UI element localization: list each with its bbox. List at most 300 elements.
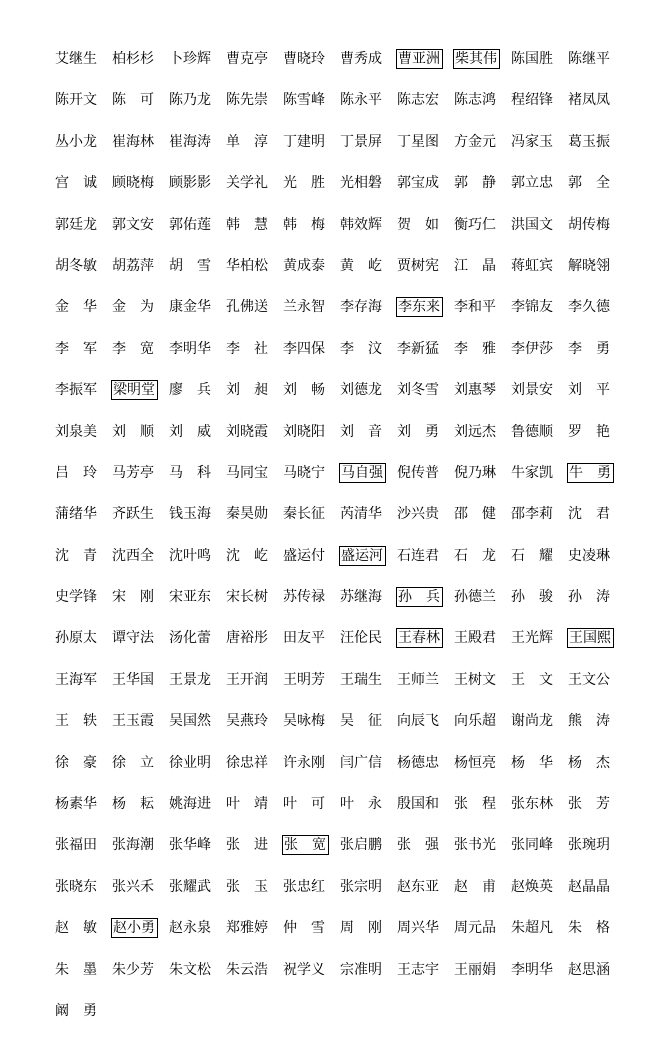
name: 王明芳 bbox=[283, 671, 325, 688]
name-cell bbox=[112, 503, 169, 544]
name: 陈 可 bbox=[112, 92, 154, 109]
name-cell bbox=[340, 586, 397, 627]
name-cell bbox=[454, 752, 511, 793]
name-cell bbox=[226, 752, 283, 793]
name-cell bbox=[511, 834, 568, 875]
name: 蒲绪华 bbox=[55, 506, 97, 523]
name-cell bbox=[169, 214, 226, 255]
name: 殷国和 bbox=[397, 796, 439, 813]
name: 张书光 bbox=[454, 837, 496, 854]
name-cell bbox=[283, 338, 340, 379]
name-cell bbox=[454, 627, 511, 668]
name: 郭 全 bbox=[568, 175, 610, 192]
name-cell bbox=[454, 545, 511, 586]
boxed-name: 马自强 bbox=[339, 463, 386, 483]
name: 赵永泉 bbox=[169, 920, 211, 937]
name: 张 进 bbox=[226, 837, 268, 854]
name-cell bbox=[568, 131, 625, 172]
name: 石 龙 bbox=[454, 547, 496, 564]
name-cell bbox=[511, 131, 568, 172]
name: 崔海林 bbox=[112, 133, 154, 150]
name-cell bbox=[283, 752, 340, 793]
name-cell bbox=[55, 545, 112, 586]
name-cell bbox=[169, 710, 226, 751]
name-cell bbox=[169, 421, 226, 462]
name-cell bbox=[112, 793, 169, 834]
name: 王志宇 bbox=[397, 961, 439, 978]
name-cell bbox=[511, 710, 568, 751]
name-cell bbox=[511, 338, 568, 379]
name: 张 程 bbox=[454, 796, 496, 813]
name: 朱云浩 bbox=[226, 961, 268, 978]
name-cell bbox=[340, 379, 397, 420]
name-cell bbox=[283, 89, 340, 130]
name-cell bbox=[55, 214, 112, 255]
name: 赵 甫 bbox=[454, 878, 496, 895]
name: 柏杉杉 bbox=[112, 51, 154, 67]
name: 叶 可 bbox=[283, 796, 325, 813]
name-cell bbox=[340, 834, 397, 875]
name: 黄成泰 bbox=[283, 257, 325, 274]
name: 芮清华 bbox=[340, 506, 382, 523]
name-cell bbox=[226, 338, 283, 379]
name-cell bbox=[397, 89, 454, 130]
name: 钱玉海 bbox=[169, 506, 211, 523]
name: 曹晓玲 bbox=[283, 51, 325, 67]
name-cell bbox=[340, 627, 397, 668]
name-cell bbox=[454, 876, 511, 917]
name: 胡荔萍 bbox=[112, 257, 154, 274]
name: 丛小龙 bbox=[55, 133, 97, 150]
name-cell bbox=[112, 462, 169, 503]
name-cell bbox=[112, 834, 169, 875]
name-cell bbox=[169, 876, 226, 917]
name: 杨 华 bbox=[511, 754, 553, 771]
name: 刘 勇 bbox=[397, 423, 439, 440]
name: 赵焕英 bbox=[511, 878, 553, 895]
name-cell bbox=[454, 131, 511, 172]
boxed-name: 王国熙 bbox=[567, 628, 614, 648]
name-cell bbox=[169, 255, 226, 296]
name-cell bbox=[226, 172, 283, 213]
name: 杨 杰 bbox=[568, 754, 610, 771]
name: 李和平 bbox=[454, 299, 496, 316]
name: 祝学义 bbox=[283, 961, 325, 978]
name: 盛运付 bbox=[283, 547, 325, 564]
name-cell bbox=[283, 214, 340, 255]
name-cell bbox=[226, 586, 283, 627]
name: 谭守法 bbox=[112, 630, 154, 647]
name: 叶 永 bbox=[340, 796, 382, 813]
name-cell bbox=[226, 793, 283, 834]
name: 徐业明 bbox=[169, 754, 211, 771]
name: 沈西全 bbox=[112, 547, 154, 564]
name-cell bbox=[169, 296, 226, 337]
name: 衡巧仁 bbox=[454, 216, 496, 233]
name-cell bbox=[55, 793, 112, 834]
name-cell bbox=[568, 710, 625, 751]
name: 冯家玉 bbox=[511, 133, 553, 150]
name-cell bbox=[340, 172, 397, 213]
name: 秦长征 bbox=[283, 506, 325, 523]
name-cell bbox=[226, 89, 283, 130]
name: 吴咏梅 bbox=[283, 713, 325, 730]
boxed-name: 张 宽 bbox=[282, 835, 329, 855]
name-cell bbox=[55, 338, 112, 379]
name-cell bbox=[283, 834, 340, 875]
name: 蒋虹宾 bbox=[511, 257, 553, 274]
name: 刘景安 bbox=[511, 382, 553, 399]
name: 马芳亭 bbox=[112, 464, 154, 481]
name-cell bbox=[226, 48, 283, 89]
name-cell bbox=[511, 89, 568, 130]
name-cell bbox=[568, 503, 625, 544]
name-cell bbox=[226, 296, 283, 337]
name: 李新猛 bbox=[397, 340, 439, 357]
name-cell bbox=[397, 627, 454, 668]
name: 陈志鸿 bbox=[454, 92, 496, 109]
name-cell bbox=[568, 959, 625, 1000]
name: 贾树宪 bbox=[397, 257, 439, 274]
name-cell bbox=[55, 462, 112, 503]
name: 张耀武 bbox=[169, 878, 211, 895]
name-cell bbox=[568, 752, 625, 793]
name: 陈开文 bbox=[55, 92, 97, 109]
name-cell bbox=[511, 752, 568, 793]
name: 廖 兵 bbox=[169, 382, 211, 399]
name: 胡 雪 bbox=[169, 257, 211, 274]
name-cell bbox=[169, 793, 226, 834]
name: 王开润 bbox=[226, 671, 268, 688]
name-cell bbox=[226, 255, 283, 296]
name: 宋 刚 bbox=[112, 589, 154, 606]
name-cell bbox=[55, 710, 112, 751]
name-cell bbox=[112, 421, 169, 462]
name: 李 军 bbox=[55, 340, 97, 357]
name: 张 玉 bbox=[226, 878, 268, 895]
name: 赵东亚 bbox=[397, 878, 439, 895]
name: 朱 墨 bbox=[55, 961, 97, 978]
name-cell bbox=[568, 296, 625, 337]
name-cell bbox=[454, 421, 511, 462]
name-cell bbox=[397, 710, 454, 751]
name-cell bbox=[169, 752, 226, 793]
name: 葛玉振 bbox=[568, 133, 610, 150]
name: 宗准明 bbox=[340, 961, 382, 978]
name: 马晓宁 bbox=[283, 464, 325, 481]
name-cell bbox=[112, 545, 169, 586]
name: 赵思涵 bbox=[568, 961, 610, 978]
name: 郭佑莲 bbox=[169, 216, 211, 233]
name-cell bbox=[226, 627, 283, 668]
name: 汤化蕾 bbox=[169, 630, 211, 647]
name-cell bbox=[454, 379, 511, 420]
name-cell bbox=[112, 752, 169, 793]
name: 史学锋 bbox=[55, 589, 97, 606]
name-cell bbox=[283, 545, 340, 586]
name: 沙兴贵 bbox=[397, 506, 439, 523]
name-cell bbox=[112, 379, 169, 420]
name-cell bbox=[568, 834, 625, 875]
name: 张琬玥 bbox=[568, 837, 610, 854]
name: 黄 屹 bbox=[340, 257, 382, 274]
name-cell bbox=[283, 48, 340, 89]
name-cell bbox=[397, 545, 454, 586]
name: 刘 畅 bbox=[283, 382, 325, 399]
name-cell bbox=[511, 959, 568, 1000]
name: 崔海涛 bbox=[169, 133, 211, 150]
name-cell bbox=[511, 379, 568, 420]
name-cell bbox=[568, 89, 625, 130]
boxed-name: 牛 勇 bbox=[567, 463, 614, 483]
name: 单 淳 bbox=[226, 133, 268, 150]
name: 刘 音 bbox=[340, 423, 382, 440]
name-cell bbox=[112, 669, 169, 710]
name: 郭立忠 bbox=[511, 175, 553, 192]
name: 吴燕玲 bbox=[226, 713, 268, 730]
name-cell bbox=[112, 89, 169, 130]
name: 张启鹏 bbox=[340, 837, 382, 854]
name-cell bbox=[454, 669, 511, 710]
name-cell bbox=[340, 710, 397, 751]
name-cell bbox=[112, 876, 169, 917]
name: 刘 顺 bbox=[112, 423, 154, 440]
name-cell bbox=[283, 379, 340, 420]
name-cell bbox=[283, 586, 340, 627]
name-cell bbox=[454, 255, 511, 296]
name: 兰永智 bbox=[283, 299, 325, 316]
name-cell bbox=[112, 214, 169, 255]
name: 沈 君 bbox=[568, 506, 610, 523]
name: 褚凤凤 bbox=[568, 92, 610, 109]
name-cell bbox=[511, 917, 568, 958]
name: 徐 豪 bbox=[55, 754, 97, 771]
name: 郭宝成 bbox=[397, 175, 439, 192]
name: 沈叶鸣 bbox=[169, 547, 211, 564]
name: 李久德 bbox=[568, 299, 610, 316]
name-cell bbox=[397, 917, 454, 958]
name: 熊 涛 bbox=[568, 713, 610, 730]
name: 齐跃生 bbox=[112, 506, 154, 523]
boxed-name: 梁明堂 bbox=[111, 380, 158, 400]
name-cell bbox=[55, 296, 112, 337]
name: 光相磐 bbox=[340, 175, 382, 192]
name-cell bbox=[568, 214, 625, 255]
name-cell bbox=[169, 917, 226, 958]
name: 周元品 bbox=[454, 920, 496, 937]
name: 康金华 bbox=[169, 299, 211, 316]
name-cell bbox=[226, 876, 283, 917]
name-cell bbox=[112, 338, 169, 379]
name-cell bbox=[454, 214, 511, 255]
name: 陈乃龙 bbox=[169, 92, 211, 109]
name-cell bbox=[112, 586, 169, 627]
name-cell bbox=[340, 421, 397, 462]
name-cell bbox=[283, 669, 340, 710]
name-cell bbox=[454, 296, 511, 337]
name: 吴 征 bbox=[340, 713, 382, 730]
name-cell bbox=[568, 462, 625, 503]
name-cell bbox=[55, 131, 112, 172]
name-cell bbox=[226, 503, 283, 544]
name: 王光辉 bbox=[511, 630, 553, 647]
name-cell bbox=[226, 710, 283, 751]
name: 刘惠琴 bbox=[454, 382, 496, 399]
name: 张宗明 bbox=[340, 878, 382, 895]
name-cell bbox=[55, 48, 112, 89]
name-cell bbox=[397, 876, 454, 917]
name: 孙 骏 bbox=[511, 589, 553, 606]
name: 李振军 bbox=[55, 382, 97, 399]
name: 洪国文 bbox=[511, 216, 553, 233]
name: 马同宝 bbox=[226, 464, 268, 481]
name: 陈志宏 bbox=[397, 92, 439, 109]
name-cell bbox=[454, 48, 511, 89]
name-cell bbox=[283, 172, 340, 213]
name: 朱超凡 bbox=[511, 920, 553, 937]
name: 杨 耘 bbox=[112, 796, 154, 813]
name: 向辰飞 bbox=[397, 713, 439, 730]
name: 王殿君 bbox=[454, 630, 496, 647]
name: 陈雪峰 bbox=[283, 92, 325, 109]
name-cell bbox=[112, 710, 169, 751]
name-cell bbox=[397, 462, 454, 503]
name: 李明华 bbox=[511, 961, 553, 978]
name: 杨恒亮 bbox=[454, 754, 496, 771]
name: 王师兰 bbox=[397, 671, 439, 688]
name-cell bbox=[568, 172, 625, 213]
name: 罗 艳 bbox=[568, 423, 610, 440]
name: 李 雅 bbox=[454, 340, 496, 357]
name: 张东林 bbox=[511, 796, 553, 813]
boxed-name: 曹亚洲 bbox=[396, 49, 443, 69]
name: 杨德忠 bbox=[397, 754, 439, 771]
name: 赵 敏 bbox=[55, 920, 97, 937]
name-cell bbox=[454, 338, 511, 379]
name-cell bbox=[226, 131, 283, 172]
name-list bbox=[55, 48, 625, 1041]
name: 金 华 bbox=[55, 299, 97, 316]
name: 刘 平 bbox=[568, 382, 610, 399]
name: 曹秀成 bbox=[340, 51, 382, 67]
name: 倪乃琳 bbox=[454, 464, 496, 481]
name: 张华峰 bbox=[169, 837, 211, 854]
name: 徐 立 bbox=[112, 754, 154, 771]
name: 宋亚东 bbox=[169, 589, 211, 606]
name-cell bbox=[340, 462, 397, 503]
name: 顾晓梅 bbox=[112, 175, 154, 192]
name-cell bbox=[55, 503, 112, 544]
name-cell bbox=[55, 89, 112, 130]
name: 邵 健 bbox=[454, 506, 496, 523]
name-cell bbox=[283, 959, 340, 1000]
name-cell bbox=[283, 710, 340, 751]
name-cell bbox=[340, 793, 397, 834]
name: 刘泉美 bbox=[55, 423, 97, 440]
name: 江 晶 bbox=[454, 257, 496, 274]
name-cell bbox=[112, 296, 169, 337]
name: 张福田 bbox=[55, 837, 97, 854]
name-cell bbox=[55, 834, 112, 875]
name-cell bbox=[511, 296, 568, 337]
name: 阚 勇 bbox=[55, 1002, 97, 1019]
boxed-name: 赵小勇 bbox=[111, 918, 158, 938]
name-cell bbox=[340, 503, 397, 544]
boxed-name: 王春林 bbox=[396, 628, 443, 648]
name-cell bbox=[397, 669, 454, 710]
name: 华柏松 bbox=[226, 257, 268, 274]
name-cell bbox=[568, 876, 625, 917]
name: 金 为 bbox=[112, 299, 154, 316]
name: 张同峰 bbox=[511, 837, 553, 854]
name-cell bbox=[340, 131, 397, 172]
name-cell bbox=[511, 255, 568, 296]
name: 邵李莉 bbox=[511, 506, 553, 523]
name-cell bbox=[397, 338, 454, 379]
name-cell bbox=[340, 959, 397, 1000]
name: 张晓东 bbox=[55, 878, 97, 895]
name: 仲 雪 bbox=[283, 920, 325, 937]
name: 胡冬敏 bbox=[55, 257, 97, 274]
name-cell bbox=[454, 959, 511, 1000]
name: 徐忠祥 bbox=[226, 754, 268, 771]
name-cell bbox=[226, 214, 283, 255]
name-cell bbox=[340, 752, 397, 793]
name: 刘冬雪 bbox=[397, 382, 439, 399]
name-cell bbox=[169, 131, 226, 172]
name-cell bbox=[340, 255, 397, 296]
name-cell bbox=[511, 586, 568, 627]
name: 陈永平 bbox=[340, 92, 382, 109]
name-cell bbox=[511, 214, 568, 255]
name-cell bbox=[283, 296, 340, 337]
boxed-name: 柴其伟 bbox=[453, 49, 500, 69]
name: 倪传普 bbox=[397, 464, 439, 481]
name-cell bbox=[454, 586, 511, 627]
name-cell bbox=[169, 959, 226, 1000]
name-cell bbox=[226, 462, 283, 503]
name: 王玉霞 bbox=[112, 713, 154, 730]
name-cell bbox=[511, 876, 568, 917]
name-cell bbox=[397, 959, 454, 1000]
name: 周兴华 bbox=[397, 920, 439, 937]
name: 闫广信 bbox=[340, 754, 382, 771]
name: 丁景屏 bbox=[340, 133, 382, 150]
name: 秦昊勋 bbox=[226, 506, 268, 523]
name-cell bbox=[169, 834, 226, 875]
name: 方金元 bbox=[454, 133, 496, 150]
name: 韩 慧 bbox=[226, 216, 268, 233]
name-cell bbox=[55, 917, 112, 958]
name-cell bbox=[568, 48, 625, 89]
name: 刘晓阳 bbox=[283, 423, 325, 440]
name-cell bbox=[397, 48, 454, 89]
name-cell bbox=[283, 876, 340, 917]
name-cell bbox=[55, 669, 112, 710]
name-cell bbox=[454, 917, 511, 958]
name: 艾继生 bbox=[55, 51, 97, 67]
name: 刘 威 bbox=[169, 423, 211, 440]
name: 吕 玲 bbox=[55, 464, 97, 481]
name-cell bbox=[169, 627, 226, 668]
name-cell bbox=[226, 379, 283, 420]
name: 李 宽 bbox=[112, 340, 154, 357]
name: 朱 格 bbox=[568, 920, 610, 937]
name: 刘 昶 bbox=[226, 382, 268, 399]
name: 向乐超 bbox=[454, 713, 496, 730]
name: 田友平 bbox=[283, 630, 325, 647]
name-cell bbox=[454, 503, 511, 544]
